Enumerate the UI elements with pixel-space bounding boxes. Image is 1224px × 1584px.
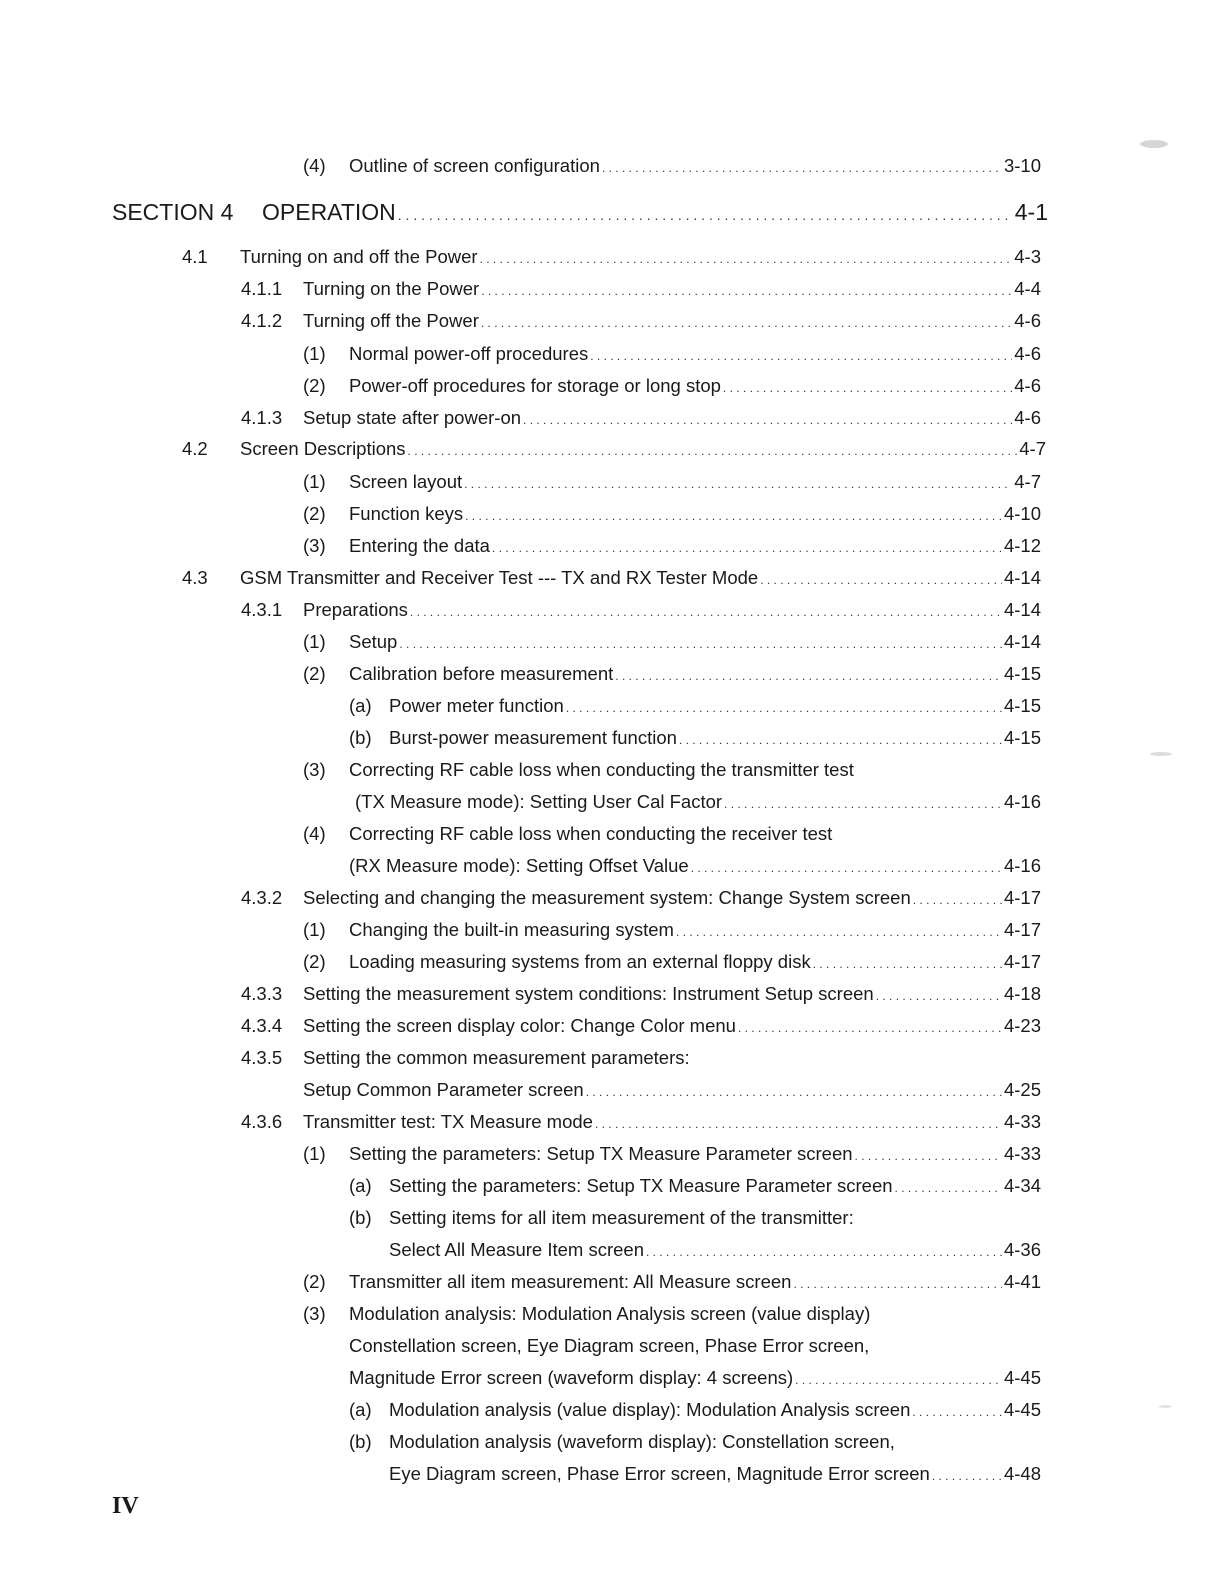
entry-number: 4.1.3 <box>241 407 283 428</box>
dot-leader <box>586 1078 1002 1104</box>
dot-leader <box>723 374 1012 400</box>
entry-title: Modulation analysis (waveform display): Constellation screen, <box>389 1431 895 1452</box>
entry-title: Turning on the Power <box>303 278 480 299</box>
toc-entry[interactable] <box>303 154 1041 180</box>
entry-title: Outline of screen configuration <box>349 155 600 176</box>
entry-title: Transmitter test: TX Measure mode <box>303 1111 593 1132</box>
entry-number: (1) <box>303 343 326 364</box>
toc-entry[interactable] <box>303 918 1041 944</box>
toc-entry-continuation[interactable] <box>303 1078 1041 1104</box>
entry-title: Setting the measurement system conditions: Instrument Setup screen <box>303 983 874 1004</box>
toc-entry[interactable] <box>303 950 1041 976</box>
toc-entry-continuation[interactable] <box>389 1238 1041 1264</box>
entry-page: 4-15 <box>1003 663 1041 684</box>
entry-title: Setting the parameters: Setup TX Measure Parameter screen <box>349 1143 853 1164</box>
entry-page: 4-36 <box>1003 1239 1041 1260</box>
entry-page: 4-4 <box>1014 278 1041 299</box>
entry-title: Setting the parameters: Setup TX Measure Parameter screen <box>389 1175 893 1196</box>
entry-page: 4-45 <box>1003 1367 1041 1388</box>
entry-title: Modulation analysis (value display): Modulation Analysis screen <box>389 1399 911 1420</box>
toc-entry[interactable] <box>241 982 1041 1008</box>
dot-leader <box>566 694 1002 720</box>
dot-leader <box>913 886 1002 912</box>
toc-entry[interactable] <box>241 1014 1041 1040</box>
entry-title: Screen Descriptions <box>240 438 406 459</box>
dot-leader <box>399 630 1002 656</box>
entry-number: (a) <box>349 695 372 716</box>
toc-section-entry[interactable] <box>112 197 1048 230</box>
toc-entry[interactable] <box>303 1142 1041 1168</box>
dot-leader <box>679 726 1002 752</box>
entry-number: (2) <box>303 503 326 524</box>
toc-entry[interactable] <box>303 342 1041 368</box>
entry-title: Setup <box>349 631 398 652</box>
entry-title: Normal power-off procedures <box>349 343 589 364</box>
entry-number: (4) <box>303 823 326 844</box>
entry-page: 4-17 <box>1003 919 1041 940</box>
entry-page: 4-33 <box>1003 1111 1041 1132</box>
dot-leader <box>410 598 1002 624</box>
entry-number: 4.1.1 <box>241 278 283 299</box>
dot-leader <box>465 502 1002 528</box>
entry-title: Constellation screen, Eye Diagram screen, Phase Error screen, <box>349 1335 870 1356</box>
entry-page: 4-12 <box>1003 535 1041 556</box>
entry-title: Entering the data <box>349 535 490 556</box>
entry-page: 4-16 <box>1003 791 1041 812</box>
dot-leader <box>464 470 1012 496</box>
toc-entry[interactable] <box>241 309 1041 335</box>
entry-title: Eye Diagram screen, Phase Error screen, Magnitude Error screen <box>389 1463 930 1484</box>
entry-number: 4.3 <box>182 567 208 588</box>
entry-title: Correcting RF cable loss when conducting the receiver test <box>349 823 833 844</box>
toc-entry-multiline[interactable] <box>349 1430 895 1454</box>
entry-title: Power-off procedures for storage or long stop <box>349 375 721 396</box>
entry-number: (2) <box>303 375 326 396</box>
entry-page: 4-6 <box>1014 375 1041 396</box>
dot-leader <box>646 1238 1002 1264</box>
entry-number: 4.3.4 <box>241 1015 283 1036</box>
entry-number: (3) <box>303 759 326 780</box>
toc-entry[interactable] <box>303 470 1041 496</box>
entry-title: Burst-power measurement function <box>389 727 677 748</box>
dot-leader <box>481 277 1012 303</box>
entry-number: (2) <box>303 951 326 972</box>
entry-page: 4-33 <box>1003 1143 1041 1164</box>
dot-leader <box>615 662 1002 688</box>
entry-number: (1) <box>303 1143 326 1164</box>
entry-page: 4-45 <box>1003 1399 1041 1420</box>
entry-title: Modulation analysis: Modulation Analysis screen (value display) <box>349 1303 871 1324</box>
entry-page: 4-15 <box>1003 727 1041 748</box>
entry-page: 3-10 <box>1003 155 1041 176</box>
dot-leader <box>855 1142 1002 1168</box>
entry-page: 4-1 <box>1014 199 1048 225</box>
entry-page: 4-17 <box>1003 951 1041 972</box>
entry-title: Setting the screen display color: Change Color menu <box>303 1015 736 1036</box>
entry-title: Select All Measure Item screen <box>389 1239 644 1260</box>
entry-page: 4-17 <box>1003 887 1041 908</box>
entry-page: 4-25 <box>1003 1079 1041 1100</box>
dot-leader <box>691 854 1002 880</box>
entry-page: 4-6 <box>1014 343 1041 364</box>
entry-page: 4-14 <box>1003 631 1041 652</box>
dot-leader <box>795 1366 1002 1392</box>
toc-entry-multiline[interactable] <box>303 822 832 846</box>
dot-leader <box>590 342 1012 368</box>
dot-leader <box>932 1462 1002 1488</box>
dot-leader <box>876 982 1002 1008</box>
toc-entry[interactable] <box>303 1270 1041 1296</box>
entry-title: Selecting and changing the measurement system: Change System screen <box>303 887 911 908</box>
entry-page: 4-23 <box>1003 1015 1041 1036</box>
dot-leader <box>760 566 1002 592</box>
toc-entry[interactable] <box>241 277 1041 303</box>
dot-leader <box>523 406 1012 432</box>
scan-speck <box>1140 140 1168 148</box>
section-number: SECTION 4 <box>112 199 234 225</box>
entry-page: 4-7 <box>1014 471 1041 492</box>
dot-leader <box>480 245 1013 271</box>
dot-leader <box>595 1110 1002 1136</box>
entry-number: (2) <box>303 1271 326 1292</box>
entry-title: GSM Transmitter and Receiver Test --- TX and RX Tester Mode <box>240 567 759 588</box>
entry-title: (TX Measure mode): Setting User Cal Factor <box>355 791 723 812</box>
toc-entry[interactable] <box>241 406 1041 432</box>
toc-entry-multiline[interactable] <box>303 1302 870 1326</box>
entry-number: (b) <box>349 1207 372 1228</box>
entry-title: Correcting RF cable loss when conducting the transmitter test <box>349 759 854 780</box>
entry-title: (RX Measure mode): Setting Offset Value <box>349 855 689 876</box>
entry-page: 4-10 <box>1003 503 1041 524</box>
entry-number: 4.3.5 <box>241 1047 283 1068</box>
entry-page: 4-14 <box>1003 599 1041 620</box>
entry-title: Calibration before measurement <box>349 663 614 684</box>
entry-number: (b) <box>349 1431 372 1452</box>
entry-page: 4-14 <box>1003 567 1041 588</box>
entry-number: 4.3.1 <box>241 599 283 620</box>
toc-entry[interactable] <box>303 374 1041 400</box>
entry-title: Transmitter all item measurement: All Measure screen <box>349 1271 792 1292</box>
entry-title: Preparations <box>303 599 408 620</box>
entry-title: Setup state after power-on <box>303 407 522 428</box>
entry-title: Loading measuring systems from an external floppy disk <box>349 951 811 972</box>
entry-title: Turning off the Power <box>303 310 479 331</box>
entry-number: 4.3.6 <box>241 1111 283 1132</box>
entry-page: 4-34 <box>1003 1175 1041 1196</box>
toc-entry[interactable] <box>303 662 1041 688</box>
toc-entry[interactable] <box>241 1110 1041 1136</box>
toc-entry[interactable] <box>349 1174 1041 1200</box>
entry-number: 4.1 <box>182 246 208 267</box>
entry-title: Magnitude Error screen (waveform display: 4 screens) <box>349 1367 794 1388</box>
entry-page: 4-41 <box>1003 1271 1041 1292</box>
entry-number: 4.1.2 <box>241 310 283 331</box>
toc-entry[interactable] <box>303 502 1041 528</box>
entry-title: Setup Common Parameter screen <box>303 1079 584 1100</box>
dot-leader <box>481 309 1012 335</box>
entry-page: 4-18 <box>1003 983 1041 1004</box>
toc-entry[interactable] <box>182 566 1041 592</box>
entry-number: (1) <box>303 919 326 940</box>
entry-page: 4-15 <box>1003 695 1041 716</box>
entry-number: (a) <box>349 1399 372 1420</box>
dot-leader <box>813 950 1002 976</box>
toc-entry-continuation-line <box>349 1334 869 1358</box>
toc-entry[interactable] <box>241 886 1041 912</box>
dot-leader <box>676 918 1002 944</box>
toc-entry[interactable] <box>303 534 1041 560</box>
dot-leader <box>602 154 1002 180</box>
dot-leader <box>408 437 1018 463</box>
scan-speck <box>1150 752 1172 756</box>
toc-entry-continuation[interactable] <box>389 1462 1041 1488</box>
dot-leader <box>724 790 1002 816</box>
entry-number: (1) <box>303 471 326 492</box>
toc-entry-multiline[interactable] <box>303 758 854 782</box>
dot-leader <box>912 1398 1002 1424</box>
dot-leader <box>895 1174 1002 1200</box>
toc-entry[interactable] <box>349 726 1041 752</box>
entry-number: (3) <box>303 1303 326 1324</box>
toc-entry[interactable] <box>349 1398 1041 1424</box>
entry-title: Power meter function <box>389 695 564 716</box>
entry-title: Changing the built-in measuring system <box>349 919 674 940</box>
toc-entry[interactable] <box>182 245 1041 271</box>
entry-page: 4-7 <box>1019 438 1046 459</box>
entry-page: 4-16 <box>1003 855 1041 876</box>
entry-number: (2) <box>303 663 326 684</box>
entry-page: 4-3 <box>1014 246 1041 267</box>
page-number: IV <box>112 1493 139 1519</box>
entry-number: (b) <box>349 727 372 748</box>
entry-number: (1) <box>303 631 326 652</box>
entry-title: Screen layout <box>349 471 463 492</box>
toc-entry-multiline[interactable] <box>241 1046 690 1070</box>
toc-entry-continuation[interactable] <box>355 790 1041 816</box>
toc-entry-multiline[interactable] <box>349 1206 854 1230</box>
entry-title: Setting the common measurement parameters: <box>303 1047 690 1068</box>
toc-entry[interactable] <box>303 630 1041 656</box>
toc-entry-continuation[interactable] <box>349 854 1041 880</box>
dot-leader <box>793 1270 1002 1296</box>
entry-title: Turning on and off the Power <box>240 246 478 267</box>
entry-number: (4) <box>303 155 326 176</box>
dot-leader <box>398 197 1013 230</box>
dot-leader <box>492 534 1002 560</box>
entry-number: 4.3.3 <box>241 983 283 1004</box>
entry-number: 4.2 <box>182 438 208 459</box>
toc-entry[interactable] <box>349 694 1041 720</box>
toc-entry-continuation[interactable] <box>349 1366 1041 1392</box>
entry-page: 4-6 <box>1014 407 1041 428</box>
toc-entry[interactable] <box>241 598 1041 624</box>
entry-number: (a) <box>349 1175 372 1196</box>
entry-page: 4-6 <box>1014 310 1041 331</box>
scan-speck <box>1158 1405 1172 1408</box>
entry-page: 4-48 <box>1003 1463 1041 1484</box>
toc-entry[interactable] <box>182 437 1046 463</box>
entry-number: (3) <box>303 535 326 556</box>
section-title: OPERATION <box>262 199 396 225</box>
entry-number: 4.3.2 <box>241 887 283 908</box>
dot-leader <box>738 1014 1002 1040</box>
entry-title: Function keys <box>349 503 464 524</box>
entry-title: Setting items for all item measurement of the transmitter: <box>389 1207 854 1228</box>
